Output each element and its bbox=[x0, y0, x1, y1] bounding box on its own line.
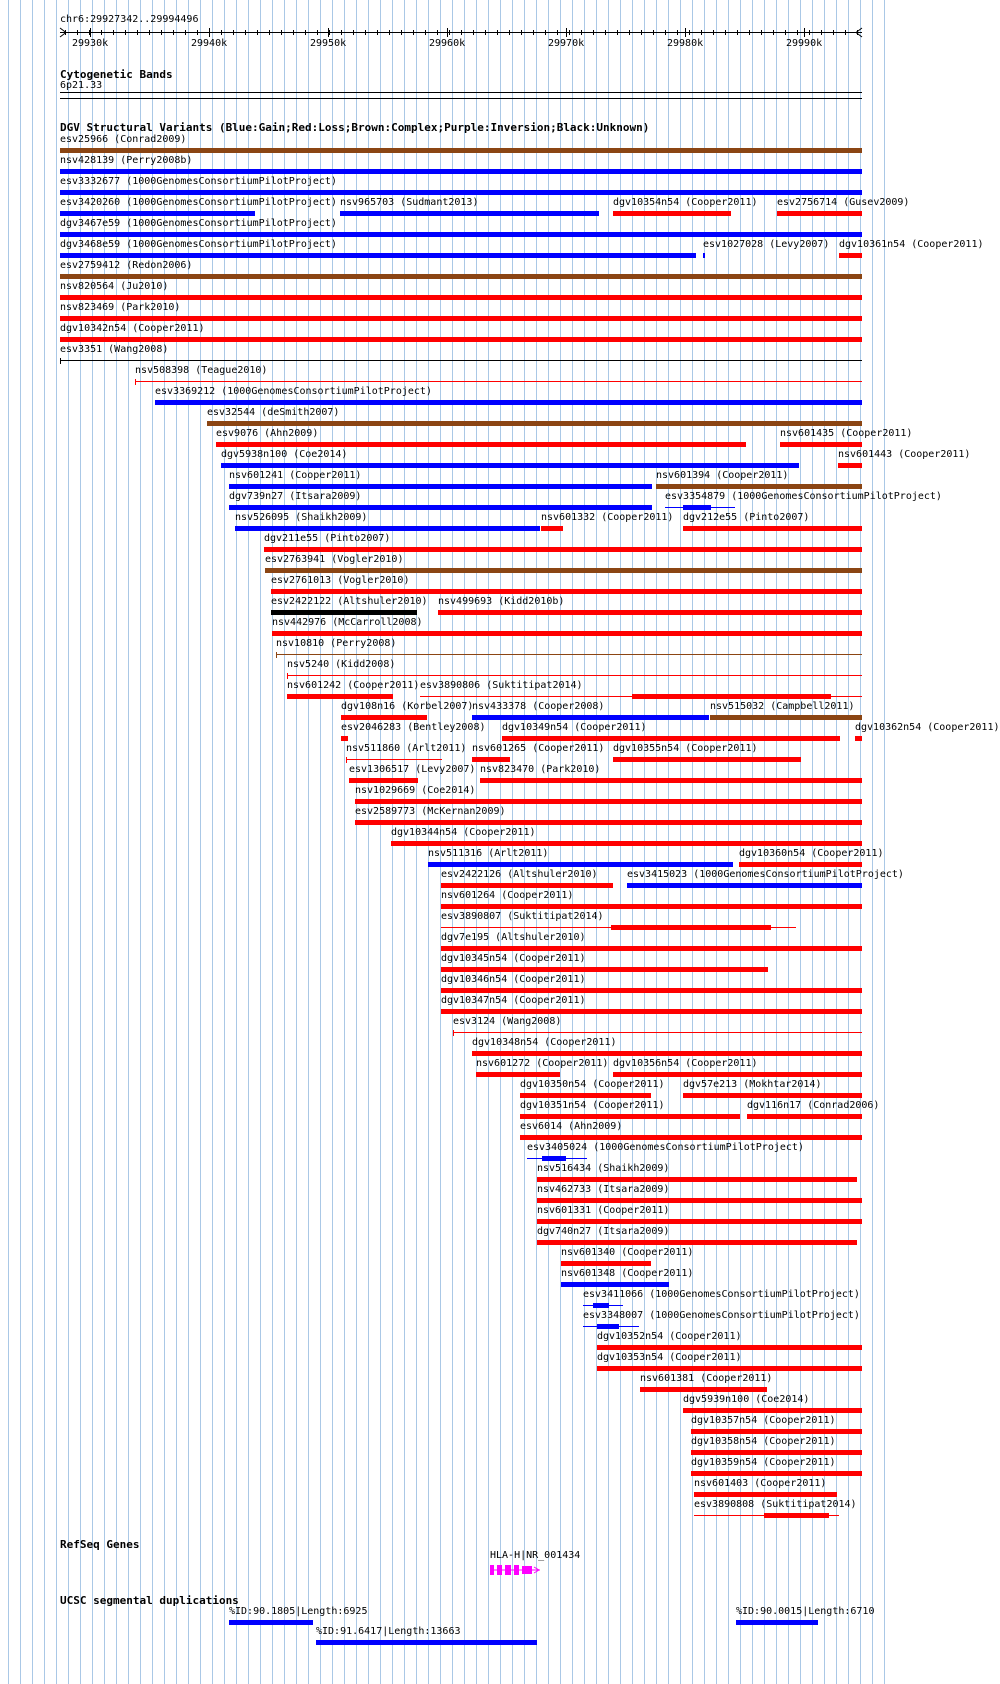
variant-bar[interactable] bbox=[349, 778, 418, 783]
variant-label: dgv211e55 (Pinto2007) bbox=[264, 533, 391, 544]
variant-label: dgv10356n54 (Cooper2011) bbox=[613, 1058, 758, 1069]
variant-bar[interactable] bbox=[613, 1072, 862, 1077]
variant-label: dgv212e55 (Pinto2007) bbox=[683, 512, 810, 523]
variant-bar[interactable] bbox=[780, 442, 862, 447]
variant-bar[interactable] bbox=[441, 883, 613, 888]
variant-label: nsv601348 (Cooper2011) bbox=[561, 1268, 694, 1279]
variant-bar[interactable] bbox=[265, 568, 862, 573]
variant-bar[interactable] bbox=[221, 463, 799, 468]
variant-label: nsv601332 (Cooper2011) bbox=[541, 512, 674, 523]
segdup-label: %ID:90.1805|Length:6925 bbox=[229, 1606, 368, 1617]
variant-bar[interactable] bbox=[271, 610, 417, 615]
variant-bar[interactable] bbox=[838, 463, 862, 468]
variant-bar[interactable] bbox=[60, 337, 862, 342]
variant-label: dgv5938n100 (Coe2014) bbox=[221, 449, 348, 460]
variant-bar[interactable] bbox=[683, 1093, 862, 1098]
variant-label: nsv1029669 (Coe2014) bbox=[355, 785, 476, 796]
cytoband-rule-top bbox=[60, 92, 862, 93]
variant-label: esv2422126 (Altshuler2010) bbox=[441, 869, 598, 880]
variant-bar[interactable] bbox=[235, 526, 540, 531]
variant-label: esv2422122 (Altshuler2010) bbox=[271, 596, 428, 607]
variant-label: dgv10352n54 (Cooper2011) bbox=[597, 1331, 742, 1342]
variant-bar[interactable] bbox=[583, 1326, 639, 1327]
variant-label: nsv820564 (Ju2010) bbox=[60, 281, 169, 292]
variant-label: nsv516434 (Shaikh2009) bbox=[537, 1163, 670, 1174]
variant-bar[interactable] bbox=[691, 1450, 862, 1455]
ruler-tick-label: 29990k bbox=[786, 38, 823, 49]
variant-label: nsv508398 (Teague2010) bbox=[135, 365, 268, 376]
variant-bar[interactable] bbox=[541, 526, 563, 531]
variant-label: dgv10345n54 (Cooper2011) bbox=[441, 953, 586, 964]
variant-label: nsv433378 (Cooper2008) bbox=[472, 701, 605, 712]
variant-label: esv25966 (Conrad2009) bbox=[60, 134, 187, 145]
variant-label: esv3348007 (1000GenomesConsortiumPilotProject) bbox=[583, 1310, 860, 1321]
variant-label: nsv601443 (Cooper2011) bbox=[838, 449, 971, 460]
variant-bar[interactable] bbox=[502, 736, 840, 741]
segdup-bar[interactable] bbox=[229, 1620, 313, 1625]
variant-label: nsv601340 (Cooper2011) bbox=[561, 1247, 694, 1258]
variant-label: nsv442976 (McCarroll2008) bbox=[272, 617, 423, 628]
variant-bar[interactable] bbox=[391, 841, 862, 846]
variant-bar[interactable] bbox=[60, 211, 255, 216]
variant-label: esv2759412 (Redon2006) bbox=[60, 260, 193, 271]
dgv-track-title: DGV Structural Variants (Blue:Gain;Red:Loss;Brown:Complex;Purple:Inversion;Black:Unknown) bbox=[60, 121, 650, 134]
variant-bar[interactable] bbox=[346, 759, 442, 760]
variant-bar[interactable] bbox=[60, 295, 862, 300]
variant-bar[interactable] bbox=[520, 1135, 862, 1140]
variant-label: dgv10353n54 (Cooper2011) bbox=[597, 1352, 742, 1363]
variant-bar[interactable] bbox=[627, 883, 862, 888]
variant-label: esv9076 (Ahn2009) bbox=[216, 428, 319, 439]
variant-label: dgv10342n54 (Cooper2011) bbox=[60, 323, 205, 334]
variant-endcap bbox=[346, 757, 347, 763]
variant-label: dgv10362n54 (Cooper2011) bbox=[855, 722, 1000, 733]
variant-label: dgv10344n54 (Cooper2011) bbox=[391, 827, 536, 838]
variant-bar[interactable] bbox=[216, 442, 746, 447]
variant-bar[interactable] bbox=[60, 190, 862, 195]
variant-bar[interactable] bbox=[207, 421, 862, 426]
segdup-bar[interactable] bbox=[736, 1620, 818, 1625]
variant-label: esv2046283 (Bentley2008) bbox=[341, 722, 486, 733]
variant-bar[interactable] bbox=[527, 1158, 587, 1159]
variant-label: dgv3467e59 (1000GenomesConsortiumPilotProject) bbox=[60, 218, 337, 229]
variant-bar[interactable] bbox=[441, 1009, 862, 1014]
variant-bar[interactable] bbox=[520, 1114, 740, 1119]
variant-label: esv2756714 (Gusev2009) bbox=[777, 197, 910, 208]
variant-bar[interactable] bbox=[777, 211, 862, 216]
variant-bar[interactable] bbox=[613, 211, 731, 216]
variant-bar[interactable] bbox=[537, 1240, 857, 1245]
variant-label: dgv10354n54 (Cooper2011) bbox=[613, 197, 758, 208]
variant-bar[interactable] bbox=[272, 631, 862, 636]
variant-label: esv3124 (Wang2008) bbox=[453, 1016, 562, 1027]
variant-label: dgv10351n54 (Cooper2011) bbox=[520, 1100, 665, 1111]
variant-bar[interactable] bbox=[60, 232, 862, 237]
variant-label: esv3890806 (Suktitipat2014) bbox=[420, 680, 583, 691]
variant-label: dgv10347n54 (Cooper2011) bbox=[441, 995, 586, 1006]
variant-bar[interactable] bbox=[640, 1387, 767, 1392]
ruler-tick-label: 29950k bbox=[310, 38, 347, 49]
variant-label: dgv7e195 (Altshuler2010) bbox=[441, 932, 586, 943]
variant-bar[interactable] bbox=[561, 1282, 669, 1287]
variant-bar[interactable] bbox=[476, 1072, 560, 1077]
variant-label: nsv601264 (Cooper2011) bbox=[441, 890, 574, 901]
variant-bar[interactable] bbox=[561, 1261, 651, 1266]
variant-label: esv3332677 (1000GenomesConsortiumPilotProject) bbox=[60, 176, 337, 187]
variant-bar[interactable] bbox=[472, 1051, 862, 1056]
variant-label: esv1027028 (Levy2007) bbox=[703, 239, 830, 250]
variant-label: esv3420260 (1000GenomesConsortiumPilotProject) bbox=[60, 197, 337, 208]
variant-bar[interactable] bbox=[264, 547, 862, 552]
variant-label: esv2763941 (Vogler2010) bbox=[265, 554, 404, 565]
variant-bar[interactable] bbox=[60, 148, 862, 153]
variant-bar[interactable] bbox=[694, 1515, 839, 1516]
variant-bar[interactable] bbox=[271, 589, 862, 594]
variant-label: esv3890807 (Suktitipat2014) bbox=[441, 911, 604, 922]
variant-bar[interactable] bbox=[855, 736, 862, 741]
variant-bar[interactable] bbox=[472, 757, 510, 762]
variant-bar[interactable] bbox=[441, 967, 768, 972]
variant-label: nsv526095 (Shaikh2009) bbox=[235, 512, 368, 523]
cytogenetic-bands-title: Cytogenetic Bands bbox=[60, 68, 173, 81]
variant-bar[interactable] bbox=[694, 1492, 837, 1497]
cytoband-rule-bottom bbox=[60, 98, 862, 99]
ruler-tick-label: 29930k bbox=[72, 38, 109, 49]
variant-label: nsv601241 (Cooper2011) bbox=[229, 470, 362, 481]
variant-bar[interactable] bbox=[691, 1429, 862, 1434]
variant-label: esv32544 (deSmith2007) bbox=[207, 407, 340, 418]
variant-bar[interactable] bbox=[420, 696, 862, 697]
segdup-track-title: UCSC segmental duplications bbox=[60, 1594, 239, 1607]
cytoband-label: 6p21.33 bbox=[60, 80, 103, 91]
variant-bar[interactable] bbox=[341, 715, 427, 720]
variant-bar[interactable] bbox=[355, 799, 862, 804]
variant-endcap bbox=[276, 652, 277, 658]
variant-label: dgv740n27 (Itsara2009) bbox=[537, 1226, 670, 1237]
variant-bar[interactable] bbox=[287, 694, 393, 699]
variant-label: nsv601331 (Cooper2011) bbox=[537, 1205, 670, 1216]
variant-bar[interactable] bbox=[276, 654, 862, 655]
variant-label: dgv10359n54 (Cooper2011) bbox=[691, 1457, 836, 1468]
variant-bar[interactable] bbox=[710, 715, 862, 720]
variant-endcap bbox=[135, 379, 136, 385]
variant-bar[interactable] bbox=[229, 505, 652, 510]
variant-label: esv3405024 (1000GenomesConsortiumPilotProject) bbox=[527, 1142, 804, 1153]
variant-bar[interactable] bbox=[656, 484, 862, 489]
variant-label: nsv5240 (Kidd2008) bbox=[287, 659, 396, 670]
variant-label: dgv5939n100 (Coe2014) bbox=[683, 1394, 810, 1405]
variant-label: dgv739n27 (Itsara2009) bbox=[229, 491, 362, 502]
variant-label: dgv3468e59 (1000GenomesConsortiumPilotProject) bbox=[60, 239, 337, 250]
variant-label: nsv965703 (Sudmant2013) bbox=[340, 197, 479, 208]
variant-label: nsv515032 (Campbell2011) bbox=[710, 701, 855, 712]
variant-label: nsv823470 (Park2010) bbox=[480, 764, 601, 775]
variant-bar[interactable] bbox=[520, 1093, 651, 1098]
variant-bar[interactable] bbox=[597, 1345, 862, 1350]
variant-bar[interactable] bbox=[441, 946, 862, 951]
variant-bar[interactable] bbox=[229, 484, 652, 489]
variant-label: nsv601435 (Cooper2011) bbox=[780, 428, 913, 439]
variant-bar[interactable] bbox=[683, 526, 862, 531]
variant-bar[interactable] bbox=[355, 820, 862, 825]
variant-bar[interactable] bbox=[287, 675, 862, 676]
variant-label: nsv428139 (Perry2008b) bbox=[60, 155, 193, 166]
variant-label: dgv10357n54 (Cooper2011) bbox=[691, 1415, 836, 1426]
variant-bar[interactable] bbox=[60, 360, 862, 361]
variant-label: nsv601403 (Cooper2011) bbox=[694, 1478, 827, 1489]
variant-bar[interactable] bbox=[472, 715, 709, 720]
variant-bar[interactable] bbox=[428, 862, 733, 867]
variant-bar[interactable] bbox=[438, 610, 862, 615]
variant-endcap bbox=[287, 673, 288, 679]
variant-bar[interactable] bbox=[341, 736, 348, 741]
variant-bar[interactable] bbox=[583, 1305, 623, 1306]
variant-bar[interactable] bbox=[665, 507, 735, 508]
variant-bar[interactable] bbox=[441, 904, 862, 909]
variant-label: dgv10355n54 (Cooper2011) bbox=[613, 743, 758, 754]
ruler-tick-label: 29960k bbox=[429, 38, 466, 49]
variant-bar[interactable] bbox=[453, 1032, 862, 1033]
variant-label: dgv108n16 (Korbel2007) bbox=[341, 701, 474, 712]
ruler-tick-label: 29940k bbox=[191, 38, 228, 49]
variant-label: nsv499693 (Kidd2010b) bbox=[438, 596, 565, 607]
variant-bar[interactable] bbox=[537, 1219, 862, 1224]
variant-label: nsv601242 (Cooper2011) bbox=[287, 680, 420, 691]
variant-bar[interactable] bbox=[747, 1114, 862, 1119]
variant-label: esv3890808 (Suktitipat2014) bbox=[694, 1499, 857, 1510]
variant-bar[interactable] bbox=[60, 274, 862, 279]
variant-label: nsv10810 (Perry2008) bbox=[276, 638, 397, 649]
variant-endcap bbox=[60, 358, 61, 364]
gene-model[interactable] bbox=[490, 1563, 550, 1577]
variant-bar[interactable] bbox=[703, 253, 705, 258]
variant-label: nsv601394 (Cooper2011) bbox=[656, 470, 789, 481]
gene-label: HLA-H|NR_001434 bbox=[490, 1550, 581, 1561]
variant-bar[interactable] bbox=[839, 253, 862, 258]
variant-bar[interactable] bbox=[441, 988, 862, 993]
position-label: chr6:29927342..29994496 bbox=[60, 14, 199, 25]
variant-bar[interactable] bbox=[597, 1366, 862, 1371]
variant-bar[interactable] bbox=[691, 1471, 862, 1476]
segdup-label: %ID:91.6417|Length:13663 bbox=[316, 1626, 461, 1637]
segdup-label: %ID:90.0015|Length:6710 bbox=[736, 1606, 875, 1617]
variant-label: nsv601381 (Cooper2011) bbox=[640, 1373, 773, 1384]
variant-bar[interactable] bbox=[739, 862, 862, 867]
variant-label: nsv601265 (Cooper2011) bbox=[472, 743, 605, 754]
variant-bar[interactable] bbox=[60, 253, 696, 258]
variant-label: dgv10348n54 (Cooper2011) bbox=[472, 1037, 617, 1048]
variant-label: dgv57e213 (Mokhtar2014) bbox=[683, 1079, 822, 1090]
variant-bar[interactable] bbox=[60, 169, 862, 174]
variant-label: esv3369212 (1000GenomesConsortiumPilotProject) bbox=[155, 386, 432, 397]
variant-endcap bbox=[453, 1030, 454, 1036]
segdup-bar[interactable] bbox=[316, 1640, 537, 1645]
variant-label: dgv10360n54 (Cooper2011) bbox=[739, 848, 884, 859]
variant-label: esv3415023 (1000GenomesConsortiumPilotProject) bbox=[627, 869, 904, 880]
ruler-tick-label: 29980k bbox=[667, 38, 704, 49]
variant-bar[interactable] bbox=[537, 1198, 862, 1203]
variant-label: nsv511860 (Arlt2011) bbox=[346, 743, 467, 754]
variant-label: esv6014 (Ahn2009) bbox=[520, 1121, 623, 1132]
variant-bar[interactable] bbox=[155, 400, 862, 405]
variant-bar[interactable] bbox=[537, 1177, 857, 1182]
variant-bar[interactable] bbox=[683, 1408, 862, 1413]
variant-label: nsv462733 (Itsara2009) bbox=[537, 1184, 670, 1195]
variant-bar[interactable] bbox=[60, 316, 862, 321]
variant-label: dgv116n17 (Conrad2006) bbox=[747, 1100, 880, 1111]
variant-label: dgv10361n54 (Cooper2011) bbox=[839, 239, 984, 250]
refseq-track-title: RefSeq Genes bbox=[60, 1538, 140, 1551]
variant-label: dgv10350n54 (Cooper2011) bbox=[520, 1079, 665, 1090]
variant-label: esv1306517 (Levy2007) bbox=[349, 764, 476, 775]
variant-label: dgv10346n54 (Cooper2011) bbox=[441, 974, 586, 985]
variant-label: esv3411066 (1000GenomesConsortiumPilotProject) bbox=[583, 1289, 860, 1300]
variant-label: esv3354879 (1000GenomesConsortiumPilotProject) bbox=[665, 491, 942, 502]
variant-label: nsv511316 (Arlt2011) bbox=[428, 848, 549, 859]
variant-label: esv3351 (Wang2008) bbox=[60, 344, 169, 355]
variant-bar[interactable] bbox=[480, 778, 862, 783]
variant-label: nsv601272 (Cooper2011) bbox=[476, 1058, 609, 1069]
ruler-tick-label: 29970k bbox=[548, 38, 585, 49]
variant-label: esv2589773 (McKernan2009) bbox=[355, 806, 506, 817]
variant-label: nsv823469 (Park2010) bbox=[60, 302, 181, 313]
variant-bar[interactable] bbox=[135, 381, 862, 382]
variant-bar[interactable] bbox=[340, 211, 599, 216]
variant-label: dgv10349n54 (Cooper2011) bbox=[502, 722, 647, 733]
variant-label: esv2761013 (Vogler2010) bbox=[271, 575, 410, 586]
variant-label: dgv10358n54 (Cooper2011) bbox=[691, 1436, 836, 1447]
variant-bar[interactable] bbox=[613, 757, 801, 762]
variant-bar[interactable] bbox=[441, 927, 796, 928]
